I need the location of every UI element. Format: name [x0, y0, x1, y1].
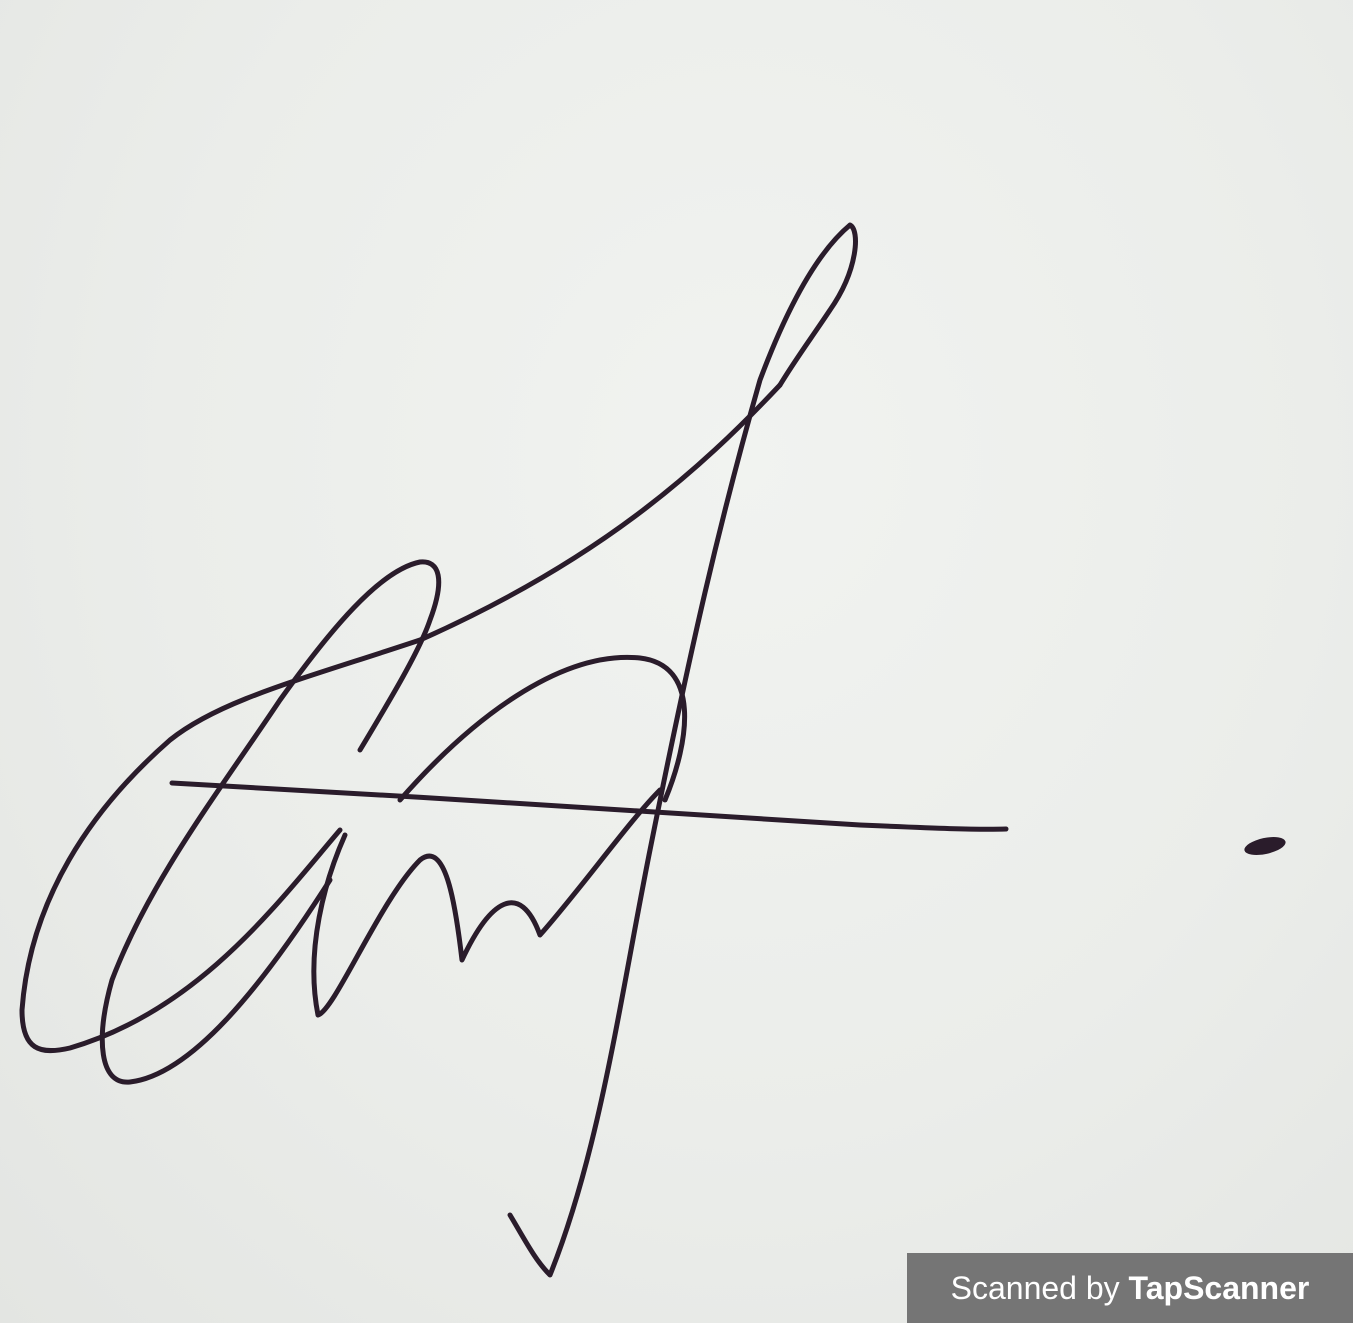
- watermark-brand: TapScanner: [1128, 1270, 1310, 1306]
- signature-letter-n-stroke: [314, 790, 660, 1015]
- signature-cross-line: [172, 783, 1006, 829]
- signature-letter-a-stroke: [102, 562, 438, 1082]
- signature-arch-stroke: [400, 657, 685, 800]
- scanner-watermark: [907, 1253, 1353, 1323]
- watermark-prefix: Scanned by: [950, 1270, 1120, 1306]
- signature-sweep-stroke: [22, 385, 780, 1051]
